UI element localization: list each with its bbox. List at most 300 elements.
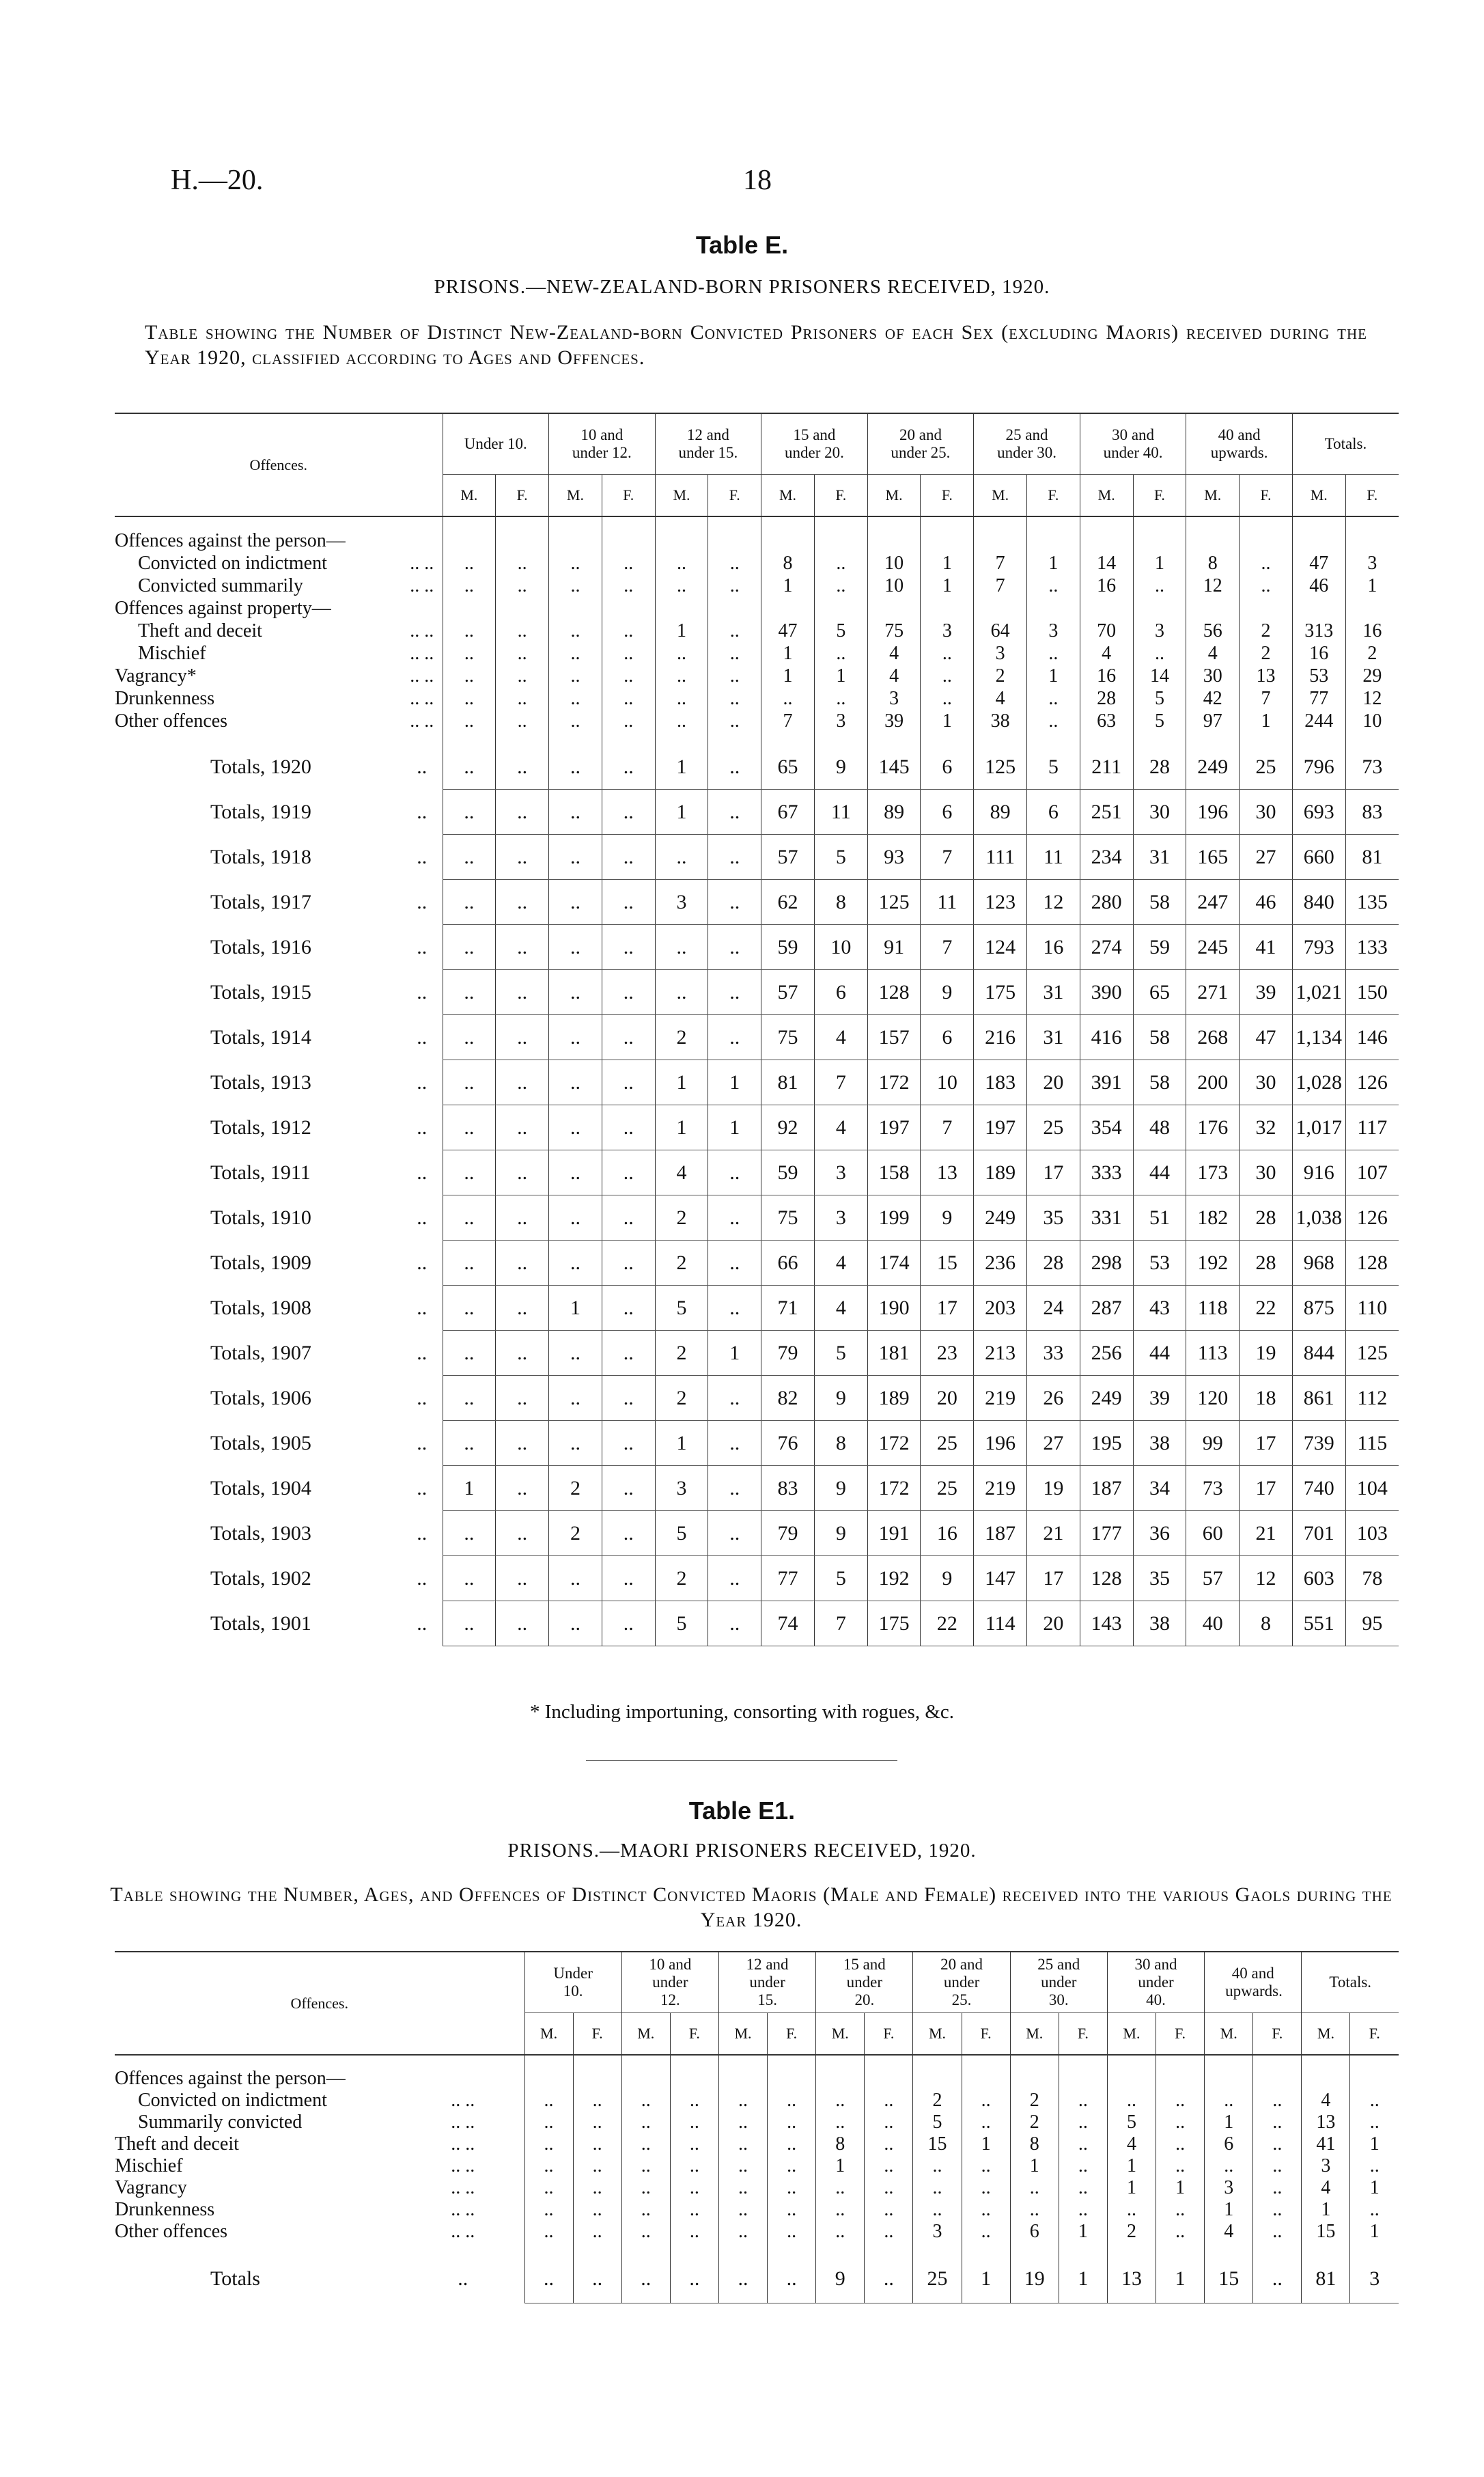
total-value-cell: 603 bbox=[1292, 1556, 1345, 1601]
total-value-cell: 125 bbox=[867, 880, 921, 925]
spacer-cell bbox=[1292, 732, 1345, 745]
value-cell: .. bbox=[1027, 687, 1080, 710]
value-cell: 29 bbox=[1345, 665, 1399, 687]
spacer-cell bbox=[867, 732, 921, 745]
total-value-cell: 216 bbox=[974, 1015, 1027, 1060]
spacer-cell bbox=[496, 732, 549, 745]
total-value-cell: .. bbox=[443, 1060, 496, 1105]
totals-label: Totals, 1918 bbox=[210, 845, 311, 868]
total-value-cell: 9 bbox=[814, 1511, 867, 1556]
total-value-cell: 17 bbox=[1027, 1150, 1080, 1195]
total-value-cell: 103 bbox=[1345, 1511, 1399, 1556]
value-cell bbox=[1292, 529, 1345, 552]
table-row bbox=[115, 2068, 1399, 2090]
value-cell: .. bbox=[768, 2199, 816, 2221]
value-cell: 47 bbox=[1292, 552, 1345, 575]
total-value-cell: 20 bbox=[1027, 1601, 1080, 1646]
total-value-cell: .. bbox=[718, 2255, 767, 2303]
total-value-cell: 57 bbox=[1186, 1556, 1240, 1601]
value-cell: .. bbox=[865, 2090, 913, 2112]
total-value-cell: 17 bbox=[1027, 1556, 1080, 1601]
totals-row bbox=[115, 745, 1399, 790]
value-cell: 4 bbox=[1107, 2133, 1156, 2155]
total-value-cell: 120 bbox=[1186, 1376, 1240, 1421]
total-value-cell: 6 bbox=[1027, 790, 1080, 835]
total-value-cell: 247 bbox=[1186, 880, 1240, 925]
spacer-cell bbox=[573, 2055, 621, 2068]
spacer-cell bbox=[974, 516, 1027, 529]
value-cell bbox=[921, 597, 974, 620]
value-cell: .. bbox=[524, 2133, 573, 2155]
total-value-cell: .. bbox=[549, 1150, 602, 1195]
offence-label: Drunkenness bbox=[115, 2199, 215, 2220]
total-value-cell: 59 bbox=[761, 1150, 815, 1195]
total-value-cell: .. bbox=[549, 1105, 602, 1150]
total-value-cell: 1 bbox=[655, 745, 708, 790]
totals-row bbox=[115, 1601, 1399, 1646]
value-cell: .. bbox=[1156, 2155, 1205, 2177]
total-value-cell: 27 bbox=[1240, 835, 1293, 880]
leader-dots: .. .. bbox=[451, 2090, 475, 2111]
total-value-cell: 1,017 bbox=[1292, 1105, 1345, 1150]
table-row bbox=[115, 620, 1399, 642]
value-cell: .. bbox=[962, 2199, 1010, 2221]
value-cell: .. bbox=[524, 2221, 573, 2243]
total-value-cell: 143 bbox=[1080, 1601, 1133, 1646]
value-cell: .. bbox=[865, 2221, 913, 2243]
value-cell: 10 bbox=[1345, 710, 1399, 732]
spacer-cell bbox=[670, 2055, 718, 2068]
value-cell: .. bbox=[655, 552, 708, 575]
value-cell bbox=[1027, 529, 1080, 552]
total-value-cell: 416 bbox=[1080, 1015, 1133, 1060]
total-value-cell: 2 bbox=[655, 1195, 708, 1241]
total-value-cell: 21 bbox=[1240, 1511, 1293, 1556]
value-cell: 3 bbox=[913, 2221, 962, 2243]
total-value-cell: 5 bbox=[814, 835, 867, 880]
sex-column-header: F. bbox=[1059, 2013, 1107, 2056]
total-value-cell: 58 bbox=[1133, 1015, 1186, 1060]
offences-column-header: Offences. bbox=[290, 1994, 348, 2012]
total-value-cell: 172 bbox=[867, 1060, 921, 1105]
total-value-cell: 48 bbox=[1133, 1105, 1186, 1150]
value-cell bbox=[1080, 529, 1133, 552]
value-cell: 70 bbox=[1080, 620, 1133, 642]
total-value-cell: .. bbox=[443, 1015, 496, 1060]
total-value-cell: .. bbox=[549, 790, 602, 835]
total-value-cell: .. bbox=[602, 790, 655, 835]
total-value-cell: 3 bbox=[655, 1466, 708, 1511]
value-cell: .. bbox=[524, 2177, 573, 2199]
value-cell: .. bbox=[621, 2155, 670, 2177]
total-value-cell: 189 bbox=[867, 1376, 921, 1421]
total-value-cell: 192 bbox=[867, 1556, 921, 1601]
table-row bbox=[115, 2221, 1399, 2243]
value-cell: 1 bbox=[761, 575, 815, 597]
value-cell: 3 bbox=[814, 710, 867, 732]
sex-column-header: M. bbox=[524, 2013, 573, 2056]
age-group-header: 10 and under 12. bbox=[621, 1952, 718, 2013]
total-value-cell: 65 bbox=[761, 745, 815, 790]
value-cell: 1 bbox=[816, 2155, 865, 2177]
sex-column-header: M. bbox=[655, 475, 708, 517]
value-cell: .. bbox=[816, 2090, 865, 2112]
total-value-cell: 4 bbox=[814, 1286, 867, 1331]
total-value-cell: .. bbox=[443, 1241, 496, 1286]
total-value-cell: 176 bbox=[1186, 1105, 1240, 1150]
value-cell: 1 bbox=[1010, 2155, 1059, 2177]
total-value-cell: 271 bbox=[1186, 970, 1240, 1015]
value-cell bbox=[768, 2068, 816, 2090]
total-value-cell: 249 bbox=[1186, 745, 1240, 790]
total-value-cell: .. bbox=[496, 835, 549, 880]
total-value-cell: .. bbox=[496, 1060, 549, 1105]
total-value-cell: 44 bbox=[1133, 1150, 1186, 1195]
spacer-cell bbox=[718, 2055, 767, 2068]
total-value-cell: 81 bbox=[761, 1060, 815, 1105]
value-cell: .. bbox=[655, 642, 708, 665]
value-cell: 7 bbox=[974, 552, 1027, 575]
spacer-cell bbox=[1059, 2243, 1107, 2255]
spacer-cell bbox=[1253, 2055, 1302, 2068]
total-value-cell: .. bbox=[443, 970, 496, 1015]
sex-column-header: M. bbox=[1292, 475, 1345, 517]
total-value-cell: 5 bbox=[655, 1511, 708, 1556]
total-value-cell: 256 bbox=[1080, 1331, 1133, 1376]
total-value-cell: 1,028 bbox=[1292, 1060, 1345, 1105]
value-cell: .. bbox=[573, 2133, 621, 2155]
offence-label: Offences against the person— bbox=[115, 2068, 346, 2089]
total-value-cell: 739 bbox=[1292, 1421, 1345, 1466]
value-cell: .. bbox=[768, 2112, 816, 2133]
total-value-cell: .. bbox=[655, 835, 708, 880]
value-cell: 3 bbox=[1205, 2177, 1253, 2199]
value-cell: .. bbox=[1059, 2090, 1107, 2112]
total-value-cell: .. bbox=[708, 1015, 761, 1060]
value-cell: 8 bbox=[761, 552, 815, 575]
total-value-cell: 274 bbox=[1080, 925, 1133, 970]
value-cell: 1 bbox=[921, 710, 974, 732]
value-cell: 12 bbox=[1186, 575, 1240, 597]
value-cell: 1 bbox=[1107, 2177, 1156, 2199]
table-row bbox=[115, 2155, 1399, 2177]
totals-label: Totals, 1907 bbox=[210, 1341, 311, 1364]
leader-dots: .. bbox=[417, 1206, 428, 1229]
value-cell: .. bbox=[814, 642, 867, 665]
total-value-cell: 2 bbox=[655, 1556, 708, 1601]
total-value-cell: .. bbox=[708, 790, 761, 835]
total-value-cell: 59 bbox=[1133, 925, 1186, 970]
value-cell bbox=[1240, 529, 1293, 552]
total-value-cell: 173 bbox=[1186, 1150, 1240, 1195]
value-cell: 1 bbox=[1107, 2155, 1156, 2177]
value-cell: .. bbox=[573, 2112, 621, 2133]
spacer-cell bbox=[718, 2243, 767, 2255]
value-cell: .. bbox=[865, 2155, 913, 2177]
total-value-cell: .. bbox=[549, 970, 602, 1015]
total-value-cell: 150 bbox=[1345, 970, 1399, 1015]
offence-label: Other offences bbox=[115, 2221, 228, 2242]
value-cell: .. bbox=[524, 2090, 573, 2112]
total-value-cell: 32 bbox=[1240, 1105, 1293, 1150]
value-cell bbox=[814, 529, 867, 552]
spacer-cell bbox=[1133, 516, 1186, 529]
sex-column-header: M. bbox=[549, 475, 602, 517]
total-value-cell: 125 bbox=[1345, 1331, 1399, 1376]
sex-column-header: F. bbox=[1345, 475, 1399, 517]
value-cell: .. bbox=[768, 2133, 816, 2155]
total-value-cell: 27 bbox=[1027, 1421, 1080, 1466]
total-value-cell: 19 bbox=[1240, 1331, 1293, 1376]
value-cell: 2 bbox=[1010, 2090, 1059, 2112]
total-value-cell: 26 bbox=[1027, 1376, 1080, 1421]
total-value-cell: 13 bbox=[921, 1150, 974, 1195]
total-value-cell: 35 bbox=[1027, 1195, 1080, 1241]
value-cell bbox=[814, 597, 867, 620]
total-value-cell: 3 bbox=[655, 880, 708, 925]
value-cell: 15 bbox=[913, 2133, 962, 2155]
value-cell: 13 bbox=[1240, 665, 1293, 687]
spacer-cell bbox=[1350, 2243, 1399, 2255]
total-value-cell: .. bbox=[602, 1511, 655, 1556]
total-value-cell: 660 bbox=[1292, 835, 1345, 880]
total-value-cell: 28 bbox=[1240, 1241, 1293, 1286]
total-value-cell: 10 bbox=[921, 1060, 974, 1105]
total-value-cell: .. bbox=[549, 1601, 602, 1646]
total-value-cell: .. bbox=[496, 1241, 549, 1286]
total-value-cell: 9 bbox=[921, 1556, 974, 1601]
totals-row bbox=[115, 2255, 1399, 2303]
total-value-cell: 5 bbox=[655, 1286, 708, 1331]
total-value-cell: 31 bbox=[1133, 835, 1186, 880]
age-group-header: Totals. bbox=[1292, 414, 1399, 475]
value-cell: 1 bbox=[1302, 2199, 1350, 2221]
totals-row bbox=[115, 1105, 1399, 1150]
value-cell bbox=[549, 597, 602, 620]
total-value-cell: 8 bbox=[814, 1421, 867, 1466]
total-value-cell: 38 bbox=[1133, 1421, 1186, 1466]
table-e bbox=[115, 414, 1399, 1646]
total-value-cell: 28 bbox=[1133, 745, 1186, 790]
totals-label: Totals, 1911 bbox=[210, 1161, 311, 1184]
total-value-cell: 73 bbox=[1186, 1466, 1240, 1511]
total-value-cell: .. bbox=[621, 2255, 670, 2303]
value-cell: .. bbox=[718, 2221, 767, 2243]
value-cell bbox=[1253, 2068, 1302, 2090]
age-group-header: 15 and under 20. bbox=[761, 414, 868, 475]
spacer-cell bbox=[1240, 732, 1293, 745]
total-value-cell: 44 bbox=[1133, 1331, 1186, 1376]
value-cell: 16 bbox=[1080, 665, 1133, 687]
total-value-cell: 177 bbox=[1080, 1511, 1133, 1556]
value-cell: 1 bbox=[1156, 2177, 1205, 2199]
total-value-cell: .. bbox=[496, 790, 549, 835]
table-row bbox=[115, 2133, 1399, 2155]
value-cell bbox=[1240, 597, 1293, 620]
leader-dots: .. bbox=[417, 1566, 428, 1590]
value-cell: 3 bbox=[974, 642, 1027, 665]
total-value-cell: 12 bbox=[1027, 880, 1080, 925]
spacer-cell bbox=[670, 2243, 718, 2255]
table-row bbox=[115, 2199, 1399, 2221]
total-value-cell: 3 bbox=[814, 1195, 867, 1241]
value-cell: .. bbox=[524, 2155, 573, 2177]
total-value-cell: 2 bbox=[655, 1376, 708, 1421]
spacer-cell bbox=[402, 2243, 524, 2255]
totals-row bbox=[115, 1511, 1399, 1556]
value-cell: .. bbox=[655, 687, 708, 710]
total-value-cell: 844 bbox=[1292, 1331, 1345, 1376]
spacer-cell bbox=[1345, 732, 1399, 745]
total-value-cell: 861 bbox=[1292, 1376, 1345, 1421]
total-value-cell: 104 bbox=[1345, 1466, 1399, 1511]
leader-dots: .. bbox=[458, 2267, 468, 2291]
totals-label: Totals, 1908 bbox=[210, 1296, 311, 1319]
spacer-cell bbox=[402, 516, 443, 529]
value-cell: .. bbox=[1240, 575, 1293, 597]
section-divider bbox=[586, 1760, 897, 1761]
offence-label: Vagrancy bbox=[115, 2177, 187, 2198]
spacer-cell bbox=[768, 2243, 816, 2255]
total-value-cell: 7 bbox=[921, 925, 974, 970]
value-cell: .. bbox=[1059, 2112, 1107, 2133]
leader-dots: .. bbox=[417, 1296, 428, 1319]
total-value-cell: 6 bbox=[921, 790, 974, 835]
totals-row bbox=[115, 1241, 1399, 1286]
total-value-cell: 211 bbox=[1080, 745, 1133, 790]
spacer-cell bbox=[443, 732, 496, 745]
total-value-cell: .. bbox=[549, 1015, 602, 1060]
value-cell: .. bbox=[718, 2177, 767, 2199]
sex-column-header: F. bbox=[602, 475, 655, 517]
total-value-cell: 249 bbox=[974, 1195, 1027, 1241]
value-cell: 39 bbox=[867, 710, 921, 732]
value-cell: .. bbox=[621, 2221, 670, 2243]
value-cell: 75 bbox=[867, 620, 921, 642]
value-cell: .. bbox=[670, 2177, 718, 2199]
total-value-cell: .. bbox=[602, 970, 655, 1015]
value-cell: .. bbox=[670, 2155, 718, 2177]
age-group-header: 30 and under 40. bbox=[1080, 414, 1186, 475]
value-cell: .. bbox=[1156, 2112, 1205, 2133]
value-cell: .. bbox=[549, 687, 602, 710]
value-cell bbox=[718, 2068, 767, 2090]
total-value-cell: .. bbox=[602, 1331, 655, 1376]
value-cell: 12 bbox=[1345, 687, 1399, 710]
sex-column-header: F. bbox=[496, 475, 549, 517]
value-cell: 1 bbox=[1350, 2221, 1399, 2243]
total-value-cell: 249 bbox=[1080, 1376, 1133, 1421]
value-cell: .. bbox=[443, 665, 496, 687]
value-cell: .. bbox=[768, 2155, 816, 2177]
total-value-cell: 20 bbox=[1027, 1060, 1080, 1105]
value-cell: .. bbox=[921, 687, 974, 710]
value-cell: .. bbox=[573, 2199, 621, 2221]
total-value-cell: 17 bbox=[1240, 1421, 1293, 1466]
spacer-cell bbox=[962, 2055, 1010, 2068]
leader-dots: .. .. bbox=[410, 620, 434, 641]
total-value-cell: 46 bbox=[1240, 880, 1293, 925]
value-cell: .. bbox=[718, 2199, 767, 2221]
total-value-cell: 172 bbox=[867, 1421, 921, 1466]
value-cell: .. bbox=[1350, 2090, 1399, 2112]
total-value-cell: .. bbox=[443, 1556, 496, 1601]
value-cell: .. bbox=[1059, 2177, 1107, 2199]
totals-label: Totals, 1901 bbox=[210, 1611, 311, 1635]
total-value-cell: 1,134 bbox=[1292, 1015, 1345, 1060]
value-cell bbox=[816, 2068, 865, 2090]
spacer-cell bbox=[814, 732, 867, 745]
total-value-cell: .. bbox=[443, 1511, 496, 1556]
sex-column-header: M. bbox=[974, 475, 1027, 517]
total-value-cell: .. bbox=[708, 1376, 761, 1421]
table-row bbox=[115, 552, 1399, 575]
value-cell: .. bbox=[708, 665, 761, 687]
total-value-cell: 219 bbox=[974, 1466, 1027, 1511]
total-value-cell: .. bbox=[602, 1015, 655, 1060]
value-cell bbox=[655, 529, 708, 552]
total-value-cell: .. bbox=[496, 1421, 549, 1466]
page-reference: H.—20. bbox=[171, 165, 264, 196]
value-cell: .. bbox=[708, 575, 761, 597]
offence-label: Offences against the person— bbox=[115, 529, 346, 551]
total-value-cell: 79 bbox=[761, 1511, 815, 1556]
total-value-cell: .. bbox=[443, 880, 496, 925]
value-cell: 244 bbox=[1292, 710, 1345, 732]
sex-column-header: M. bbox=[867, 475, 921, 517]
value-cell: .. bbox=[1107, 2199, 1156, 2221]
spacer-cell bbox=[921, 732, 974, 745]
value-cell: .. bbox=[496, 552, 549, 575]
value-cell bbox=[1133, 597, 1186, 620]
total-value-cell: 5 bbox=[1027, 745, 1080, 790]
total-value-cell: .. bbox=[496, 970, 549, 1015]
value-cell: 77 bbox=[1292, 687, 1345, 710]
table-row bbox=[115, 575, 1399, 597]
totals-row bbox=[115, 1376, 1399, 1421]
total-value-cell: 1 bbox=[708, 1331, 761, 1376]
value-cell: .. bbox=[443, 552, 496, 575]
total-value-cell: .. bbox=[443, 1286, 496, 1331]
total-value-cell: 16 bbox=[1027, 925, 1080, 970]
total-value-cell: 190 bbox=[867, 1286, 921, 1331]
total-value-cell: 95 bbox=[1345, 1601, 1399, 1646]
value-cell bbox=[524, 2068, 573, 2090]
total-value-cell: 203 bbox=[974, 1286, 1027, 1331]
total-value-cell: .. bbox=[1253, 2255, 1302, 2303]
total-value-cell: 19 bbox=[1027, 1466, 1080, 1511]
value-cell: .. bbox=[443, 687, 496, 710]
sex-column-header: M. bbox=[1186, 475, 1240, 517]
leader-dots: .. .. bbox=[451, 2112, 475, 2133]
value-cell bbox=[621, 2068, 670, 2090]
total-value-cell: .. bbox=[549, 1241, 602, 1286]
spacer-cell bbox=[816, 2243, 865, 2255]
value-cell: .. bbox=[708, 620, 761, 642]
value-cell bbox=[761, 597, 815, 620]
spacer-cell bbox=[655, 516, 708, 529]
sex-column-header: M. bbox=[1107, 2013, 1156, 2056]
value-cell: .. bbox=[621, 2090, 670, 2112]
age-group-header: 12 and under 15. bbox=[718, 1952, 815, 2013]
spacer-cell bbox=[602, 732, 655, 745]
value-cell: .. bbox=[602, 642, 655, 665]
value-cell: .. bbox=[602, 552, 655, 575]
total-value-cell: 1 bbox=[443, 1466, 496, 1511]
value-cell: .. bbox=[921, 642, 974, 665]
total-value-cell: 1 bbox=[708, 1060, 761, 1105]
total-value-cell: 1 bbox=[655, 1060, 708, 1105]
